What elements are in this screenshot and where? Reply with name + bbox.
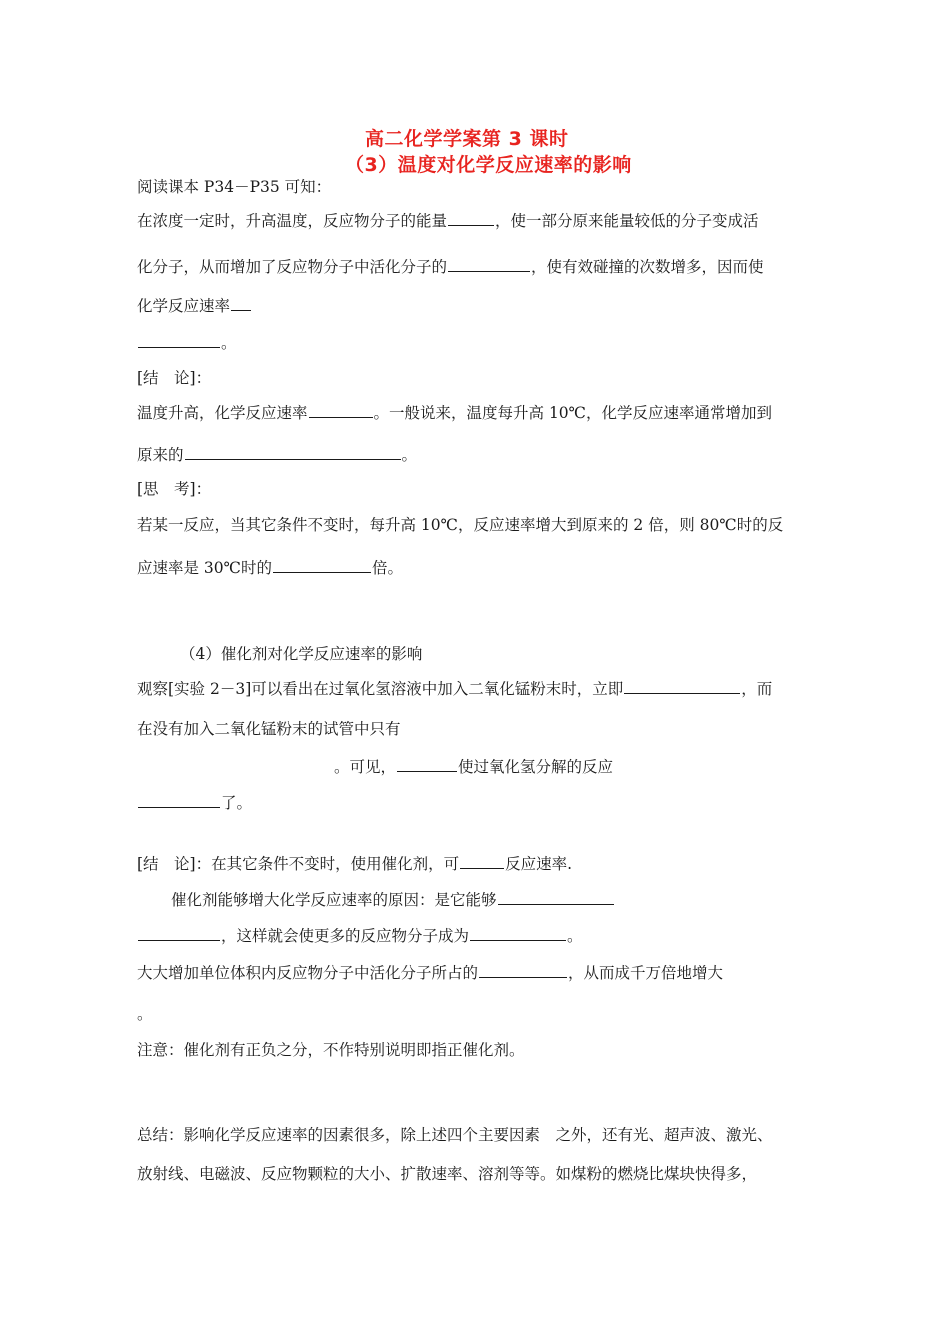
text-run: [结 论]：在其它条件不变时，使用催化剂，可 [137,855,460,873]
summary-line: 总结：影响化学反应速率的因素很多，除上述四个主要因素 之外，还有光、超声波、激光、 [137,1126,773,1144]
paragraph-line [137,402,772,424]
paragraph-line [137,444,417,466]
text-run: 观察[实验 2－3]可以看出在过氧化氢溶液中加入二氧化锰粉末时，立即 [137,680,624,698]
lesson-title: 高二化学学案第 3 课时 [365,128,569,150]
text-run: 了。 [221,794,253,812]
text-run: ，从而成千万倍地增大 [568,964,724,982]
paragraph-line [137,557,403,579]
conclusion-label: [结 论]： [137,369,212,387]
answer-blank[interactable] [498,890,614,905]
paragraph-line [137,295,252,317]
text-run: ，这样就会使更多的反应物分子成为 [221,927,470,945]
paragraph-line: 。 [137,1005,153,1023]
text-run: ，使一部分原来能量较低的分子变成活 [495,212,759,230]
text-run: 反应速率. [505,855,573,873]
note-line: 注意：催化剂有正负之分，不作特别说明即指正催化剂。 [137,1041,525,1059]
text-run: 大大增加单位体积内反应物分子中活化分子所占的 [137,964,479,982]
text-run: 。 [401,446,418,464]
answer-blank[interactable] [460,854,504,869]
paragraph-line [137,678,772,700]
text-run: 原来的 [137,446,184,464]
paragraph-line [137,962,723,984]
answer-blank[interactable] [231,296,251,311]
text-run: 。可见， [334,758,397,776]
reading-intro: 阅读课本 P34－P35 可知： [137,178,332,196]
text-run: 应速率是 30℃时的 [137,559,272,577]
text-run: 。 [567,927,583,945]
section-heading: （4）催化剂对化学反应速率的影响 [180,645,423,663]
answer-blank[interactable] [448,211,494,226]
paragraph-line [137,853,572,875]
text-run: 温度升高，化学反应速率 [137,404,308,422]
text-run: 使过氧化氢分解的反应 [458,758,614,776]
paragraph-line: 若某一反应，当其它条件不变时，每升高 10℃，反应速率增大到原来的 2 倍，则 80℃时的反 [137,516,784,534]
answer-blank[interactable] [470,926,566,941]
text-run: 化学反应速率 [137,297,231,315]
answer-blank[interactable] [185,445,401,460]
answer-blank[interactable] [448,257,530,272]
answer-blank[interactable] [273,558,371,573]
paragraph-line: 在没有加入二氧化锰粉末的试管中只有 [137,720,401,738]
section-title: （3）温度对化学反应速率的影响 [345,154,632,176]
think-label: [思 考]： [137,480,212,498]
text-run: ，使有效碰撞的次数增多，因而使 [531,258,764,276]
paragraph-line [137,210,759,232]
answer-blank[interactable] [624,679,740,694]
text-run: 在浓度一定时，升高温度，反应物分子的能量 [137,212,448,230]
answer-blank[interactable] [309,403,373,418]
paragraph-line [334,756,613,778]
text-run: 。 [221,334,237,352]
text-run: 倍。 [372,559,404,577]
text-run: 催化剂能够增大化学反应速率的原因：是它能够 [171,891,497,909]
paragraph-line [137,925,583,947]
answer-blank[interactable] [138,333,220,348]
answer-blank[interactable] [397,757,457,772]
text-run: 化分子，从而增加了反应物分子中活化分子的 [137,258,448,276]
answer-blank[interactable] [479,963,567,978]
answer-blank[interactable] [138,793,220,808]
text-run: 。一般说来，温度每升高 10℃，化学反应速率通常增加到 [373,404,773,422]
text-run: ，而 [741,680,773,698]
summary-line: 放射线、电磁波、反应物颗粒的大小、扩散速率、溶剂等等。如煤粉的燃烧比煤块快得多， [137,1165,758,1183]
paragraph-line [137,792,252,814]
answer-blank[interactable] [138,926,220,941]
paragraph-line [137,332,237,354]
paragraph-line [171,889,615,911]
paragraph-line [137,256,764,278]
